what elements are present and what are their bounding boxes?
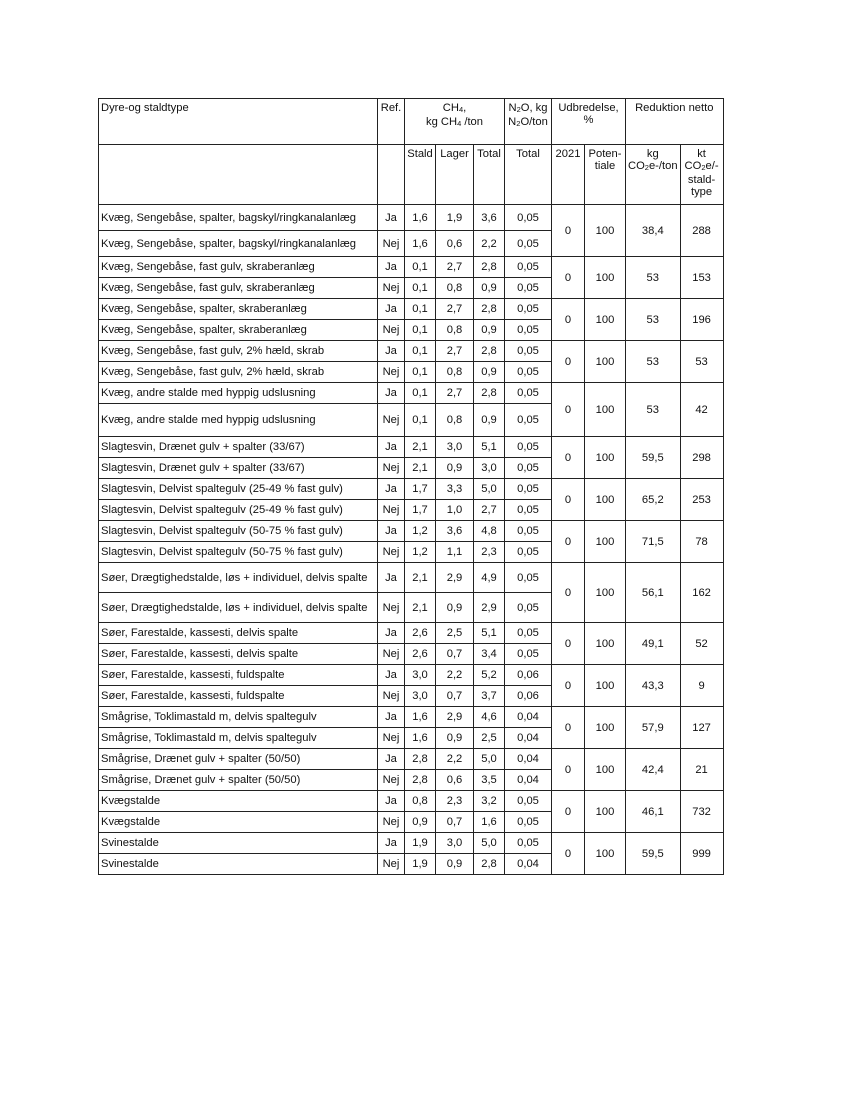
header-row-2 xyxy=(99,145,724,205)
cell-stable-type: Smågrise, Toklimastald m, delvis spaltegulv xyxy=(99,707,378,728)
cell-reduction-kg: 56,1 xyxy=(626,563,681,623)
cell-ref: Ja xyxy=(378,383,405,404)
cell-ch4-stald: 0,1 xyxy=(405,383,436,404)
cell-potentiale: 100 xyxy=(585,205,626,257)
cell-ch4-total: 5,0 xyxy=(474,833,505,854)
cell-n2o-total: 0,04 xyxy=(505,749,552,770)
cell-ch4-lager: 1,0 xyxy=(436,500,474,521)
cell-ref: Ja xyxy=(378,437,405,458)
cell-ch4-total: 4,6 xyxy=(474,707,505,728)
cell-n2o-total: 0,05 xyxy=(505,623,552,644)
cell-ch4-lager: 2,7 xyxy=(436,383,474,404)
cell-ch4-total: 2,9 xyxy=(474,593,505,623)
table-row xyxy=(99,299,724,320)
cell-ch4-lager: 0,6 xyxy=(436,231,474,257)
cell-ch4-lager: 2,3 xyxy=(436,791,474,812)
cell-ch4-stald: 1,9 xyxy=(405,854,436,875)
cell-ch4-lager: 0,7 xyxy=(436,644,474,665)
cell-n2o-total: 0,04 xyxy=(505,854,552,875)
cell-ref: Nej xyxy=(378,593,405,623)
cell-udbredelse-2021: 0 xyxy=(552,791,585,833)
cell-stable-type: Kvæg, Sengebåse, spalter, skraberanlæg xyxy=(99,299,378,320)
cell-reduction-kt: 288 xyxy=(680,205,723,257)
cell-udbredelse-2021: 0 xyxy=(552,521,585,563)
cell-n2o-total: 0,05 xyxy=(505,479,552,500)
cell-n2o-total: 0,05 xyxy=(505,542,552,563)
cell-potentiale: 100 xyxy=(585,257,626,299)
cell-n2o-total: 0,06 xyxy=(505,686,552,707)
subheader-lager: Lager xyxy=(436,145,474,205)
table-row xyxy=(99,749,724,770)
cell-ch4-stald: 2,6 xyxy=(405,644,436,665)
cell-n2o-total: 0,05 xyxy=(505,644,552,665)
cell-reduction-kg: 53 xyxy=(626,257,681,299)
cell-ch4-stald: 1,9 xyxy=(405,833,436,854)
cell-ch4-total: 2,8 xyxy=(474,383,505,404)
cell-stable-type: Smågrise, Drænet gulv + spalter (50/50) xyxy=(99,770,378,791)
cell-reduction-kt: 153 xyxy=(680,257,723,299)
cell-ch4-total: 3,2 xyxy=(474,791,505,812)
cell-ref: Ja xyxy=(378,665,405,686)
cell-potentiale: 100 xyxy=(585,791,626,833)
cell-udbredelse-2021: 0 xyxy=(552,257,585,299)
cell-stable-type: Kvæg, andre stalde med hyppig udslusning xyxy=(99,383,378,404)
cell-stable-type: Søer, Farestalde, kassesti, delvis spalte xyxy=(99,623,378,644)
cell-n2o-total: 0,05 xyxy=(505,563,552,593)
cell-ch4-total: 3,4 xyxy=(474,644,505,665)
cell-ch4-stald: 1,2 xyxy=(405,542,436,563)
cell-n2o-total: 0,05 xyxy=(505,383,552,404)
cell-potentiale: 100 xyxy=(585,707,626,749)
cell-ch4-stald: 1,6 xyxy=(405,205,436,231)
cell-ch4-lager: 2,9 xyxy=(436,563,474,593)
cell-udbredelse-2021: 0 xyxy=(552,479,585,521)
cell-stable-type: Kvæg, andre stalde med hyppig udslusning xyxy=(99,404,378,437)
table-row xyxy=(99,791,724,812)
cell-reduction-kg: 59,5 xyxy=(626,833,681,875)
cell-ref: Nej xyxy=(378,686,405,707)
cell-ch4-total: 5,0 xyxy=(474,749,505,770)
cell-n2o-total: 0,04 xyxy=(505,728,552,749)
cell-ch4-total: 2,8 xyxy=(474,257,505,278)
cell-stable-type: Kvæg, Sengebåse, fast gulv, 2% hæld, skrab xyxy=(99,362,378,383)
cell-ref: Nej xyxy=(378,231,405,257)
cell-ch4-lager: 0,7 xyxy=(436,686,474,707)
cell-n2o-total: 0,05 xyxy=(505,362,552,383)
cell-ref: Ja xyxy=(378,749,405,770)
table-row xyxy=(99,665,724,686)
cell-ch4-stald: 2,1 xyxy=(405,458,436,479)
cell-ch4-total: 5,0 xyxy=(474,479,505,500)
cell-reduction-kg: 53 xyxy=(626,383,681,437)
cell-ch4-total: 5,1 xyxy=(474,623,505,644)
cell-reduction-kg: 42,4 xyxy=(626,749,681,791)
cell-ch4-lager: 1,1 xyxy=(436,542,474,563)
cell-reduction-kt: 298 xyxy=(680,437,723,479)
cell-ch4-lager: 0,8 xyxy=(436,404,474,437)
cell-ch4-stald: 0,8 xyxy=(405,791,436,812)
cell-potentiale: 100 xyxy=(585,623,626,665)
cell-reduction-kg: 57,9 xyxy=(626,707,681,749)
cell-stable-type: Søer, Farestalde, kassesti, fuldspalte xyxy=(99,665,378,686)
emission-table xyxy=(98,98,724,875)
cell-ch4-total: 2,5 xyxy=(474,728,505,749)
cell-reduction-kt: 196 xyxy=(680,299,723,341)
cell-ch4-stald: 2,6 xyxy=(405,623,436,644)
cell-n2o-total: 0,05 xyxy=(505,320,552,341)
cell-ch4-stald: 1,6 xyxy=(405,231,436,257)
cell-reduction-kg: 46,1 xyxy=(626,791,681,833)
subheader-empty-type xyxy=(99,145,378,205)
cell-stable-type: Kvæg, Sengebåse, fast gulv, 2% hæld, skrab xyxy=(99,341,378,362)
cell-udbredelse-2021: 0 xyxy=(552,383,585,437)
table-row xyxy=(99,437,724,458)
cell-stable-type: Kvægstalde xyxy=(99,791,378,812)
cell-ch4-lager: 0,9 xyxy=(436,854,474,875)
cell-ref: Nej xyxy=(378,500,405,521)
cell-reduction-kt: 21 xyxy=(680,749,723,791)
cell-ref: Nej xyxy=(378,812,405,833)
cell-ref: Ja xyxy=(378,833,405,854)
cell-stable-type: Slagtesvin, Drænet gulv + spalter (33/67) xyxy=(99,437,378,458)
table-row xyxy=(99,833,724,854)
cell-ch4-total: 1,6 xyxy=(474,812,505,833)
cell-potentiale: 100 xyxy=(585,665,626,707)
col-header-ref: Ref. xyxy=(378,99,405,145)
cell-ch4-lager: 2,5 xyxy=(436,623,474,644)
cell-ch4-lager: 3,0 xyxy=(436,833,474,854)
cell-ch4-total: 4,9 xyxy=(474,563,505,593)
cell-ref: Nej xyxy=(378,854,405,875)
cell-stable-type: Søer, Drægtighedstalde, løs + individuel, delvis spalte xyxy=(99,593,378,623)
cell-ch4-total: 2,8 xyxy=(474,341,505,362)
cell-ch4-lager: 2,7 xyxy=(436,299,474,320)
table-row xyxy=(99,623,724,644)
cell-stable-type: Smågrise, Drænet gulv + spalter (50/50) xyxy=(99,749,378,770)
cell-potentiale: 100 xyxy=(585,341,626,383)
cell-ref: Ja xyxy=(378,791,405,812)
cell-n2o-total: 0,05 xyxy=(505,521,552,542)
cell-udbredelse-2021: 0 xyxy=(552,341,585,383)
subheader-stald: Stald xyxy=(405,145,436,205)
table-row xyxy=(99,563,724,593)
cell-n2o-total: 0,05 xyxy=(505,341,552,362)
cell-ch4-lager: 2,9 xyxy=(436,707,474,728)
cell-ch4-total: 3,7 xyxy=(474,686,505,707)
cell-reduction-kg: 53 xyxy=(626,299,681,341)
cell-ref: Ja xyxy=(378,257,405,278)
cell-ref: Ja xyxy=(378,205,405,231)
subheader-n2o-total: Total xyxy=(505,145,552,205)
col-header-udbredelse: Udbredelse, % xyxy=(552,99,626,145)
cell-ref: Nej xyxy=(378,362,405,383)
table-row xyxy=(99,479,724,500)
col-header-type: Dyre-og staldtype xyxy=(99,99,378,145)
cell-stable-type: Svinestalde xyxy=(99,833,378,854)
cell-ch4-total: 0,9 xyxy=(474,320,505,341)
cell-ch4-stald: 0,1 xyxy=(405,404,436,437)
cell-ch4-stald: 1,6 xyxy=(405,728,436,749)
cell-reduction-kt: 253 xyxy=(680,479,723,521)
cell-potentiale: 100 xyxy=(585,749,626,791)
cell-ref: Nej xyxy=(378,728,405,749)
cell-ref: Ja xyxy=(378,707,405,728)
cell-ch4-stald: 0,1 xyxy=(405,257,436,278)
cell-reduction-kg: 65,2 xyxy=(626,479,681,521)
cell-n2o-total: 0,05 xyxy=(505,205,552,231)
cell-stable-type: Slagtesvin, Delvist spaltegulv (50-75 % fast gulv) xyxy=(99,521,378,542)
cell-reduction-kt: 999 xyxy=(680,833,723,875)
cell-n2o-total: 0,04 xyxy=(505,707,552,728)
cell-n2o-total: 0,05 xyxy=(505,278,552,299)
cell-ch4-total: 2,2 xyxy=(474,231,505,257)
cell-stable-type: Svinestalde xyxy=(99,854,378,875)
cell-n2o-total: 0,05 xyxy=(505,458,552,479)
cell-reduction-kt: 162 xyxy=(680,563,723,623)
cell-n2o-total: 0,06 xyxy=(505,665,552,686)
cell-ch4-total: 3,0 xyxy=(474,458,505,479)
cell-ref: Ja xyxy=(378,623,405,644)
cell-ch4-total: 2,8 xyxy=(474,299,505,320)
cell-ch4-lager: 2,2 xyxy=(436,665,474,686)
cell-ch4-lager: 0,9 xyxy=(436,728,474,749)
cell-ch4-total: 5,1 xyxy=(474,437,505,458)
cell-stable-type: Slagtesvin, Drænet gulv + spalter (33/67) xyxy=(99,458,378,479)
cell-n2o-total: 0,05 xyxy=(505,833,552,854)
cell-potentiale: 100 xyxy=(585,833,626,875)
cell-ch4-stald: 1,2 xyxy=(405,521,436,542)
cell-ref: Nej xyxy=(378,542,405,563)
cell-stable-type: Kvægstalde xyxy=(99,812,378,833)
cell-ch4-lager: 2,7 xyxy=(436,257,474,278)
cell-ch4-lager: 3,6 xyxy=(436,521,474,542)
cell-ch4-stald: 0,1 xyxy=(405,299,436,320)
cell-ch4-stald: 2,8 xyxy=(405,770,436,791)
subheader-total: Total xyxy=(474,145,505,205)
cell-n2o-total: 0,05 xyxy=(505,593,552,623)
cell-potentiale: 100 xyxy=(585,479,626,521)
cell-stable-type: Kvæg, Sengebåse, spalter, skraberanlæg xyxy=(99,320,378,341)
cell-ch4-total: 0,9 xyxy=(474,278,505,299)
subheader-kg-co2e: kg $CO_2e-$/ton xyxy=(626,145,681,205)
cell-ch4-stald: 0,1 xyxy=(405,362,436,383)
cell-udbredelse-2021: 0 xyxy=(552,563,585,623)
cell-ref: Ja xyxy=(378,299,405,320)
cell-ch4-total: 2,7 xyxy=(474,500,505,521)
cell-n2o-total: 0,05 xyxy=(505,231,552,257)
cell-reduction-kg: 53 xyxy=(626,341,681,383)
cell-ch4-lager: 0,7 xyxy=(436,812,474,833)
cell-ch4-lager: 2,2 xyxy=(436,749,474,770)
cell-ch4-stald: 2,1 xyxy=(405,593,436,623)
cell-n2o-total: 0,05 xyxy=(505,404,552,437)
cell-ch4-total: 0,9 xyxy=(474,404,505,437)
subheader-2021: 2021 xyxy=(552,145,585,205)
cell-reduction-kt: 127 xyxy=(680,707,723,749)
cell-ch4-stald: 0,1 xyxy=(405,341,436,362)
cell-udbredelse-2021: 0 xyxy=(552,707,585,749)
cell-reduction-kt: 78 xyxy=(680,521,723,563)
cell-ref: Nej xyxy=(378,644,405,665)
cell-ch4-stald: 2,1 xyxy=(405,563,436,593)
cell-stable-type: Kvæg, Sengebåse, fast gulv, skraberanlæg xyxy=(99,257,378,278)
cell-ch4-lager: 3,3 xyxy=(436,479,474,500)
table-row xyxy=(99,707,724,728)
cell-udbredelse-2021: 0 xyxy=(552,299,585,341)
header-row-1 xyxy=(99,99,724,145)
cell-ref: Nej xyxy=(378,404,405,437)
cell-ch4-total: 2,3 xyxy=(474,542,505,563)
table-row xyxy=(99,205,724,231)
cell-potentiale: 100 xyxy=(585,299,626,341)
cell-n2o-total: 0,05 xyxy=(505,299,552,320)
cell-ref: Ja xyxy=(378,479,405,500)
cell-ch4-stald: 0,9 xyxy=(405,812,436,833)
cell-udbredelse-2021: 0 xyxy=(552,665,585,707)
cell-ch4-total: 4,8 xyxy=(474,521,505,542)
cell-stable-type: Smågrise, Toklimastald m, delvis spaltegulv xyxy=(99,728,378,749)
cell-udbredelse-2021: 0 xyxy=(552,623,585,665)
cell-n2o-total: 0,05 xyxy=(505,812,552,833)
cell-ch4-stald: 1,6 xyxy=(405,707,436,728)
cell-stable-type: Kvæg, Sengebåse, spalter, bagskyl/ringkanalanlæg xyxy=(99,205,378,231)
cell-reduction-kg: 49,1 xyxy=(626,623,681,665)
cell-stable-type: Kvæg, Sengebåse, fast gulv, skraberanlæg xyxy=(99,278,378,299)
table-body xyxy=(99,205,724,875)
cell-ch4-stald: 3,0 xyxy=(405,665,436,686)
subheader-kt-co2e: kt $CO_2e/-stald$-type xyxy=(680,145,723,205)
cell-ch4-lager: 2,7 xyxy=(436,341,474,362)
cell-ch4-lager: 1,9 xyxy=(436,205,474,231)
cell-ch4-stald: 2,1 xyxy=(405,437,436,458)
cell-ch4-total: 0,9 xyxy=(474,362,505,383)
cell-stable-type: Søer, Farestalde, kassesti, delvis spalte xyxy=(99,644,378,665)
cell-reduction-kg: 38,4 xyxy=(626,205,681,257)
cell-ref: Nej xyxy=(378,458,405,479)
col-header-ch4: $CH_4$, kg $CH_4$ /ton xyxy=(405,99,505,145)
cell-udbredelse-2021: 0 xyxy=(552,749,585,791)
cell-reduction-kg: 59,5 xyxy=(626,437,681,479)
col-header-n2o: $N_2O$, kg $N_2O$/ton xyxy=(505,99,552,145)
cell-reduction-kt: 52 xyxy=(680,623,723,665)
cell-ch4-lager: 0,8 xyxy=(436,278,474,299)
cell-potentiale: 100 xyxy=(585,437,626,479)
cell-potentiale: 100 xyxy=(585,521,626,563)
cell-stable-type: Slagtesvin, Delvist spaltegulv (50-75 % fast gulv) xyxy=(99,542,378,563)
cell-ref: Nej xyxy=(378,320,405,341)
cell-reduction-kt: 53 xyxy=(680,341,723,383)
subheader-empty-ref xyxy=(378,145,405,205)
cell-udbredelse-2021: 0 xyxy=(552,205,585,257)
cell-ch4-stald: 2,8 xyxy=(405,749,436,770)
cell-n2o-total: 0,05 xyxy=(505,791,552,812)
cell-ch4-lager: 0,8 xyxy=(436,362,474,383)
cell-ch4-lager: 0,6 xyxy=(436,770,474,791)
cell-ref: Ja xyxy=(378,521,405,542)
table-row xyxy=(99,257,724,278)
cell-reduction-kt: 42 xyxy=(680,383,723,437)
cell-ch4-stald: 3,0 xyxy=(405,686,436,707)
cell-ref: Nej xyxy=(378,278,405,299)
cell-stable-type: Slagtesvin, Delvist spaltegulv (25-49 % fast gulv) xyxy=(99,500,378,521)
cell-udbredelse-2021: 0 xyxy=(552,437,585,479)
cell-potentiale: 100 xyxy=(585,563,626,623)
cell-reduction-kt: 732 xyxy=(680,791,723,833)
cell-ch4-total: 3,6 xyxy=(474,205,505,231)
cell-ref: Ja xyxy=(378,341,405,362)
table-row xyxy=(99,383,724,404)
cell-ref: Nej xyxy=(378,770,405,791)
cell-udbredelse-2021: 0 xyxy=(552,833,585,875)
cell-ch4-stald: 0,1 xyxy=(405,320,436,341)
col-header-reduktion: Reduktion netto xyxy=(626,99,724,145)
cell-ref: Ja xyxy=(378,563,405,593)
cell-n2o-total: 0,05 xyxy=(505,437,552,458)
table-row xyxy=(99,521,724,542)
cell-potentiale: 100 xyxy=(585,383,626,437)
cell-ch4-total: 5,2 xyxy=(474,665,505,686)
cell-ch4-lager: 0,9 xyxy=(436,458,474,479)
cell-ch4-stald: 0,1 xyxy=(405,278,436,299)
cell-ch4-lager: 0,8 xyxy=(436,320,474,341)
cell-reduction-kg: 71,5 xyxy=(626,521,681,563)
cell-stable-type: Søer, Drægtighedstalde, løs + individuel, delvis spalte xyxy=(99,563,378,593)
cell-reduction-kg: 43,3 xyxy=(626,665,681,707)
cell-reduction-kt: 9 xyxy=(680,665,723,707)
cell-n2o-total: 0,05 xyxy=(505,500,552,521)
cell-ch4-stald: 1,7 xyxy=(405,479,436,500)
cell-n2o-total: 0,04 xyxy=(505,770,552,791)
cell-stable-type: Søer, Farestalde, kassesti, fuldspalte xyxy=(99,686,378,707)
table-row xyxy=(99,341,724,362)
cell-ch4-lager: 0,9 xyxy=(436,593,474,623)
cell-ch4-stald: 1,7 xyxy=(405,500,436,521)
cell-ch4-lager: 3,0 xyxy=(436,437,474,458)
cell-ch4-total: 2,8 xyxy=(474,854,505,875)
subheader-potentiale: Poten-tiale xyxy=(585,145,626,205)
cell-stable-type: Slagtesvin, Delvist spaltegulv (25-49 % fast gulv) xyxy=(99,479,378,500)
cell-ch4-total: 3,5 xyxy=(474,770,505,791)
cell-stable-type: Kvæg, Sengebåse, spalter, bagskyl/ringkanalanlæg xyxy=(99,231,378,257)
cell-n2o-total: 0,05 xyxy=(505,257,552,278)
